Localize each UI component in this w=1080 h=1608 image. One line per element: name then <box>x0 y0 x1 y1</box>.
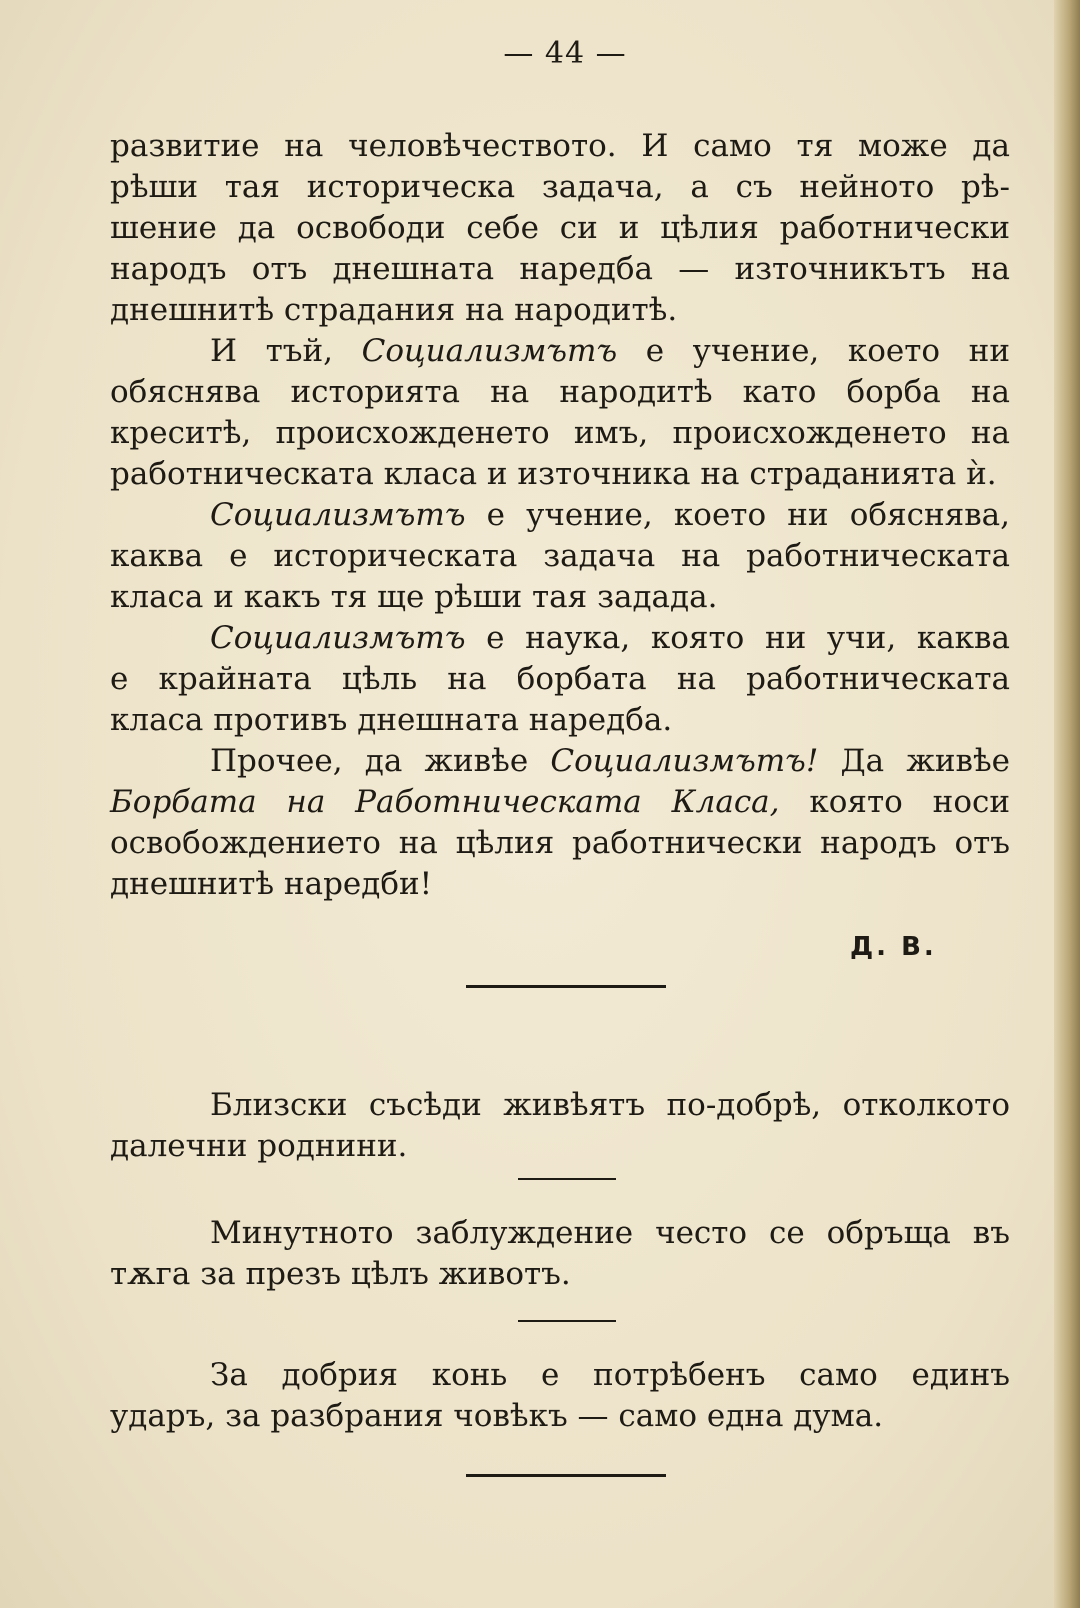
text-line: Минутното заблуждение често се обръща въ <box>210 1215 1010 1251</box>
end-divider <box>466 1474 666 1477</box>
text-line: народъ отъ днешната наредба — източникътъ на <box>110 251 1010 287</box>
text-line: развитие на человѣчеството. И само тя може да <box>110 128 1010 164</box>
text-line: тѫга за презъ цѣлъ животъ. <box>110 1256 571 1292</box>
page-edge <box>1054 0 1080 1608</box>
paragraph-2 <box>110 331 1010 495</box>
page-number: — 44 — <box>503 36 627 71</box>
text-line: работническата класа и източника на страданията ѝ. <box>110 456 997 492</box>
emphasis-text: Социализмътъ <box>361 333 618 369</box>
section-divider <box>466 985 666 988</box>
saying-2 <box>110 1213 1010 1295</box>
text-line: класа противъ днешната наредба. <box>110 702 673 738</box>
saying-divider <box>518 1178 616 1180</box>
paragraph-5 <box>110 741 1010 905</box>
saying-1 <box>110 1085 1010 1167</box>
text-line: рѣши тая историческа задача, а съ нейното рѣ- <box>110 169 1010 205</box>
text-line <box>110 618 1010 659</box>
emphasis-text: Социализмътъ <box>210 497 466 533</box>
text-line: шение да освободи себе си и цѣлия работнически <box>110 210 1010 246</box>
text-line: креситѣ, происхожденето имъ, происхожденето на <box>110 415 1010 451</box>
text-line: каква е историческата задача на работническата <box>110 538 1010 574</box>
text-line <box>110 782 1010 823</box>
text-run: Да живѣе <box>818 743 1010 779</box>
saying-divider <box>518 1320 616 1322</box>
text-run: която носи <box>779 784 1011 820</box>
text-line: Близски съсѣди живѣятъ по-добрѣ, отколкото <box>210 1087 1010 1123</box>
text-line: далечни роднини. <box>110 1128 408 1164</box>
text-line: класа и какъ тя ще рѣши тая задада. <box>110 579 718 615</box>
text-line: За добрия конь е потрѣбенъ само единъ <box>210 1357 1010 1393</box>
emphasis-text: Борбата на Работническата Класа, <box>110 784 780 820</box>
emphasis-text: Социализмътъ! <box>550 743 819 779</box>
text-line: днешнитѣ страдания на народитѣ. <box>110 292 678 328</box>
text-run: е наука, която ни учи, каква <box>465 620 1010 656</box>
paragraph-1 <box>110 126 1010 331</box>
text-line: е крайната цѣль на борбата на работническата <box>110 661 1010 697</box>
emphasis-text: Социализмътъ <box>210 620 466 656</box>
text-line: обяснява историята на народитѣ като борба на <box>110 374 1010 410</box>
author-signature: Д. В. <box>850 932 937 962</box>
saying-3 <box>110 1355 1010 1437</box>
main-text <box>110 126 1010 905</box>
text-line <box>110 495 1010 536</box>
text-line: освобождението на цѣлия работнически народъ отъ <box>110 825 1010 861</box>
text-line <box>110 331 1010 372</box>
text-line <box>110 741 1010 782</box>
text-line: ударъ, за разбрания човѣкъ — само една дума. <box>110 1398 884 1434</box>
text-run: Прочее, да живѣе <box>210 743 551 779</box>
paragraph-4 <box>110 618 1010 741</box>
text-run: е учение, което ни <box>617 333 1010 369</box>
text-line: днешнитѣ наредби! <box>110 866 433 902</box>
paragraph-3 <box>110 495 1010 618</box>
text-run: И тъй, <box>210 333 362 369</box>
text-run: е учение, което ни обяснява, <box>465 497 1010 533</box>
